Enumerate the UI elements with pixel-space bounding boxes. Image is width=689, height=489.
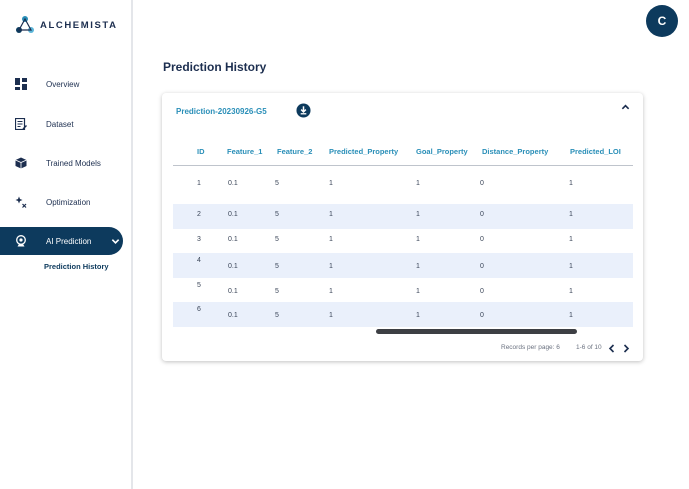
logo-text: ALCHEMISTA [40, 19, 118, 31]
page-range: 1-6 of 10 [576, 344, 602, 351]
cell-predicted-loi: 1 [569, 312, 573, 319]
sidebar-subitem-prediction-history[interactable]: Prediction History [44, 262, 109, 271]
cell-goal-property: 1 [416, 263, 420, 270]
cell-id: 1 [197, 180, 201, 187]
sidebar-item-label: Overview [46, 79, 80, 89]
column-header-predicted-property[interactable]: Predicted_Property [329, 147, 399, 156]
download-icon[interactable] [296, 103, 311, 118]
cube-icon [15, 157, 27, 169]
cell-distance-property: 0 [480, 263, 484, 270]
cell-goal-property: 1 [416, 211, 420, 218]
column-header-id[interactable]: ID [197, 147, 205, 156]
cell-feature-1: 0.1 [228, 236, 238, 243]
cell-feature-1: 0.1 [228, 180, 238, 187]
chevron-down-icon[interactable] [111, 237, 120, 246]
table-row[interactable] [173, 278, 633, 303]
webcam-icon [15, 235, 27, 247]
page-title: Prediction History [163, 60, 267, 74]
cell-feature-2: 5 [275, 180, 279, 187]
chevron-right-icon[interactable] [622, 344, 630, 353]
table-row[interactable] [173, 302, 633, 327]
cell-feature-1: 0.1 [228, 211, 238, 218]
user-avatar[interactable]: C [646, 5, 678, 37]
table-pagination [162, 344, 643, 356]
table-header [173, 139, 633, 166]
cell-predicted-loi: 1 [569, 288, 573, 295]
dashboard-icon [15, 78, 27, 90]
sidebar-item-optimization[interactable] [0, 188, 133, 216]
cell-id: 5 [197, 282, 201, 289]
cell-distance-property: 0 [480, 312, 484, 319]
records-per-page[interactable]: Records per page: 6 [501, 344, 560, 351]
column-header-feature-2[interactable]: Feature_2 [277, 147, 313, 156]
cell-predicted-property: 1 [329, 288, 333, 295]
cell-predicted-property: 1 [329, 180, 333, 187]
cell-feature-1: 0.1 [228, 312, 238, 319]
table-row[interactable] [173, 253, 633, 278]
column-header-distance-property[interactable]: Distance_Property [482, 147, 549, 156]
sidebar-item-label: Optimization [46, 197, 91, 207]
cell-predicted-property: 1 [329, 211, 333, 218]
sidebar-item-ai-prediction[interactable] [0, 227, 123, 255]
cell-distance-property: 0 [480, 236, 484, 243]
sidebar-item-overview[interactable] [0, 70, 133, 98]
cell-goal-property: 1 [416, 236, 420, 243]
sidebar-item-trained-models[interactable] [0, 149, 133, 177]
cell-id: 2 [197, 211, 201, 218]
sidebar-item-dataset[interactable] [0, 110, 133, 138]
cell-feature-2: 5 [275, 288, 279, 295]
cell-predicted-property: 1 [329, 312, 333, 319]
cell-id: 4 [197, 257, 201, 264]
column-header-goal-property[interactable]: Goal_Property [416, 147, 468, 156]
cell-feature-2: 5 [275, 263, 279, 270]
document-edit-icon [15, 118, 27, 130]
table-row[interactable] [173, 204, 633, 229]
table-row[interactable] [173, 176, 633, 201]
cell-feature-2: 5 [275, 312, 279, 319]
cell-feature-2: 5 [275, 211, 279, 218]
sidebar-item-label: AI Prediction [46, 236, 92, 246]
cell-goal-property: 1 [416, 180, 420, 187]
cell-distance-property: 0 [480, 288, 484, 295]
cell-feature-2: 5 [275, 236, 279, 243]
chevron-up-icon[interactable] [621, 103, 630, 112]
chevron-left-icon[interactable] [608, 344, 616, 353]
prediction-card [162, 93, 643, 361]
cell-id: 3 [197, 236, 201, 243]
horizontal-scrollbar[interactable] [376, 329, 577, 334]
sidebar-item-label: Dataset [46, 119, 74, 129]
cell-predicted-property: 1 [329, 236, 333, 243]
cell-distance-property: 0 [480, 211, 484, 218]
logo[interactable] [15, 15, 118, 35]
sidebar [0, 0, 133, 489]
cell-predicted-loi: 1 [569, 236, 573, 243]
sidebar-item-label: Trained Models [46, 158, 101, 168]
cell-distance-property: 0 [480, 180, 484, 187]
column-header-predicted-loi[interactable]: Predicted_LOI [570, 147, 621, 156]
alchemista-logo-icon [15, 15, 35, 35]
cell-id: 6 [197, 306, 201, 313]
cell-goal-property: 1 [416, 312, 420, 319]
cell-predicted-loi: 1 [569, 180, 573, 187]
column-header-feature-1[interactable]: Feature_1 [227, 147, 263, 156]
cell-feature-1: 0.1 [228, 288, 238, 295]
prediction-name: Prediction-20230926-G5 [176, 107, 267, 116]
table-row[interactable] [173, 229, 633, 254]
sparkle-icon [15, 196, 27, 208]
cell-goal-property: 1 [416, 288, 420, 295]
cell-feature-1: 0.1 [228, 263, 238, 270]
cell-predicted-loi: 1 [569, 263, 573, 270]
cell-predicted-property: 1 [329, 263, 333, 270]
cell-predicted-loi: 1 [569, 211, 573, 218]
